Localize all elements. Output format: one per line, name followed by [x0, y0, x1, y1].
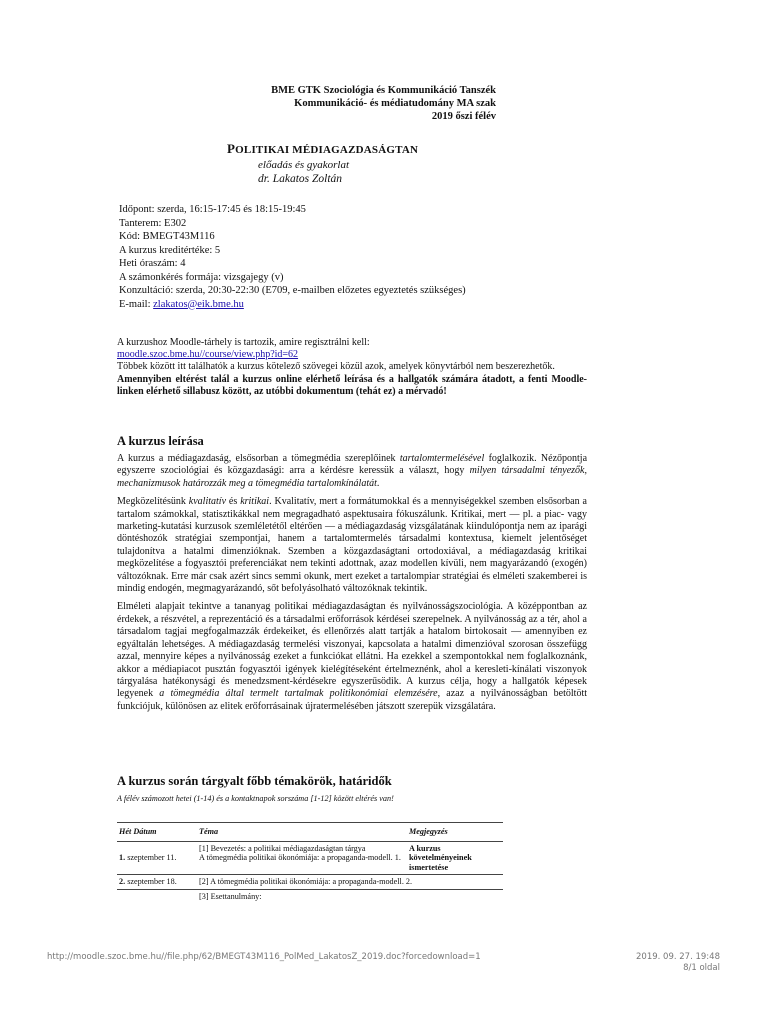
- course-info: [119, 203, 466, 311]
- moodle-block: [117, 337, 587, 398]
- description-body: [117, 453, 587, 719]
- table-header-row: [117, 823, 503, 842]
- email-link[interactable]: zlakatos@eik.bme.hu: [153, 298, 244, 310]
- semester-line: 2019 őszi félév: [431, 111, 496, 122]
- paragraph-2: Megközelítésünk kvalitatív és kritikai. Kvalitatív, mert a formátumokkal és a mennyiségekkel szemben elsősorban a tartalom számokkal, statisztikákkal nem megragadható aspektusaira fókuszálunk. Kritikai, mert — pl. a piac- vagy marketing-kutatási kurzusok szemléletétől eltérően — a médiagazdaság vizsgálatának kiindulópontja nem az iparági döntéshozók stratégiai szempontjai, hanem a tartalomtermelés társadalmi kontextusa, kiemelt jelentőséget tulajdonítva a hatalmi dimenzióknak. Szemben a közgazdaságtani ortodoxiával, a médiagazdaság kritikai megközelítése a fogyasztói preferenciákat nem tekinti adottnak, azaz modellen kívüli, nem magyarázandó (exogén) változóknak. Erre már csak azért sincs semmi okunk, mert ezeket a tartalompiar stratégiai és elméleti szakemberei is mindig endogén, megmagyarázandó, sőt befolyásolható változóknak tekintik.: [117, 496, 587, 595]
- week-date: szeptember 11.: [127, 853, 177, 862]
- moodle-text: Többek között itt találhatók a kurzus kötelező szövegei közül azok, amelyek könyvtárból nem beszerezhetők.: [117, 361, 555, 373]
- info-code: Kód: BMEGT43M116: [119, 231, 215, 242]
- header-block: [271, 84, 496, 123]
- col-header-topic: Téma: [197, 823, 407, 842]
- department-line: BME GTK Szociológia és Kommunikáció Tanszék: [271, 85, 496, 96]
- program-line: Kommunikáció- és médiatudomány MA szak: [294, 98, 496, 109]
- col-header-week-date: Hét Dátum: [117, 823, 197, 842]
- table-row: [117, 841, 503, 875]
- info-hours: Heti óraszám: 4: [119, 258, 186, 269]
- weeks-note: A félév számozott hetei (1-14) és a kontaktnapok sorszáma [1-12] között eltérés van!: [117, 794, 394, 803]
- topic-line: A tömegmédia politikai ökonómiája: a propaganda-modell. 1.: [199, 853, 401, 862]
- row-note: A kurzus követelményeinek ismertetése: [407, 841, 503, 875]
- week-number: 2.: [119, 877, 126, 886]
- footer-url: http://moodle.szoc.bme.hu//file.php/62/BMEGT43M116_PolMed_LakatosZ_2019.doc?forcedownload=1: [47, 952, 481, 962]
- course-title: POLITIKAI MÉDIAGAZDASÁGTAN: [227, 141, 419, 156]
- footer-meta: [636, 952, 720, 974]
- topic-line: [3] Esettanulmány:: [199, 891, 262, 901]
- table-row: [117, 875, 503, 890]
- paragraph-1: A kurzus a médiagazdaság, elsősorban a tömegmédia szereplőinek tartalomtermelésével foglalkozik. Nézőpontja egyszerre szociológiai és közgazdasági: arra a kérdésre keressük a választ, hogy milyen társadalmi tényezők, mechanizmusok határozzák meg a tömegmédia tartalomkínálatát.: [117, 453, 588, 489]
- info-email: E-mail: zlakatos@eik.bme.hu: [119, 298, 244, 310]
- info-exam: A számonkérés formája: vizsgajegy (v): [119, 271, 284, 283]
- week-number: 1.: [119, 853, 126, 862]
- topic-line: [2] A tömegmédia politikai ökonómiája: a propaganda-modell. 2.: [197, 875, 503, 890]
- footer-page: 8/1 oldal: [683, 963, 720, 973]
- info-room: Tanterem: E302: [119, 217, 187, 229]
- paragraph-3: Elméleti alapjait tekintve a tananyag politikai médiagazdaságtan és nyilvánosságszociológia. A középpontban az érdekek, a részvétel, a reprezentáció és a társadalmi erőforrások kérdései szerepelnek. A nyilvánosság az a tér, ahol a társadalom tagjai megfogalmazzák érdekeiket, és ellenőrzés alatt tartják a hatalom birtokosait — amennyiben ez egyáltalán lehetséges. A médiagazdaság termelési viszonyai, kapcsolata a hatalmi dimenzióval szorosan összefügg azzal, mennyire képes a nyilvánosság ezeket a funkciókat ellátni. Ha ezekkel a szempontokkal nem foglalkoznánk, akkor a médiapiacot pusztán fogyasztói igények kielégítéseként értelmeznénk, ahol a keresleti-kínálati viszonyok tárgyalása hatékonysági és menedzsment-kérdésekre egyszerűsödik. A kurzus célja, hogy a hallgatók képesek legyenek a tömegmédia által termelt tartalmak politikonómiai elemzésére, azaz a nyilvánosságban betöltött funkciójuk, különösen az elitek erőforrásainak újratermelésében játszott szerepük vizsgálatára.: [117, 601, 588, 712]
- col-header-note: Megjegyzés: [407, 823, 503, 842]
- section-heading-topics: A kurzus során tárgyalt főbb témakörök, határidők: [117, 774, 392, 788]
- moodle-intro: A kurzushoz Moodle-tárhely is tartozik, amire regisztrálni kell:: [117, 337, 370, 348]
- info-time: Időpont: szerda, 16:15-17:45 és 18:15-19:45: [119, 204, 306, 215]
- footer-datetime: 2019. 09. 27. 19:48: [636, 952, 720, 962]
- week-date: szeptember 18.: [127, 877, 177, 886]
- schedule-table: [117, 822, 503, 903]
- section-heading-description: A kurzus leírása: [117, 434, 204, 448]
- moodle-link[interactable]: moodle.szoc.bme.hu//course/view.php?id=62: [117, 349, 299, 361]
- info-credits: A kurzus kreditértéke: 5: [119, 244, 221, 256]
- table-row: [117, 889, 503, 903]
- course-subtitle: előadás és gyakorlat: [258, 159, 350, 171]
- topic-line: [1] Bevezetés: a politikai médiagazdaságtan tárgya: [199, 843, 366, 853]
- info-consultation: Konzultáció: szerda, 20:30-22:30 (E709, e-mailben előzetes egyeztetés szükséges): [119, 285, 466, 296]
- lecturer-name: dr. Lakatos Zoltán: [258, 173, 343, 185]
- moodle-warning: Amennyiben eltérést talál a kurzus online elérhető leírása és a hallgatók számára átadott, a fenti Moodle-linken elérhető sillabusz között, az utóbbi dokumentum (tehát ez) a mérvadó!: [117, 373, 587, 397]
